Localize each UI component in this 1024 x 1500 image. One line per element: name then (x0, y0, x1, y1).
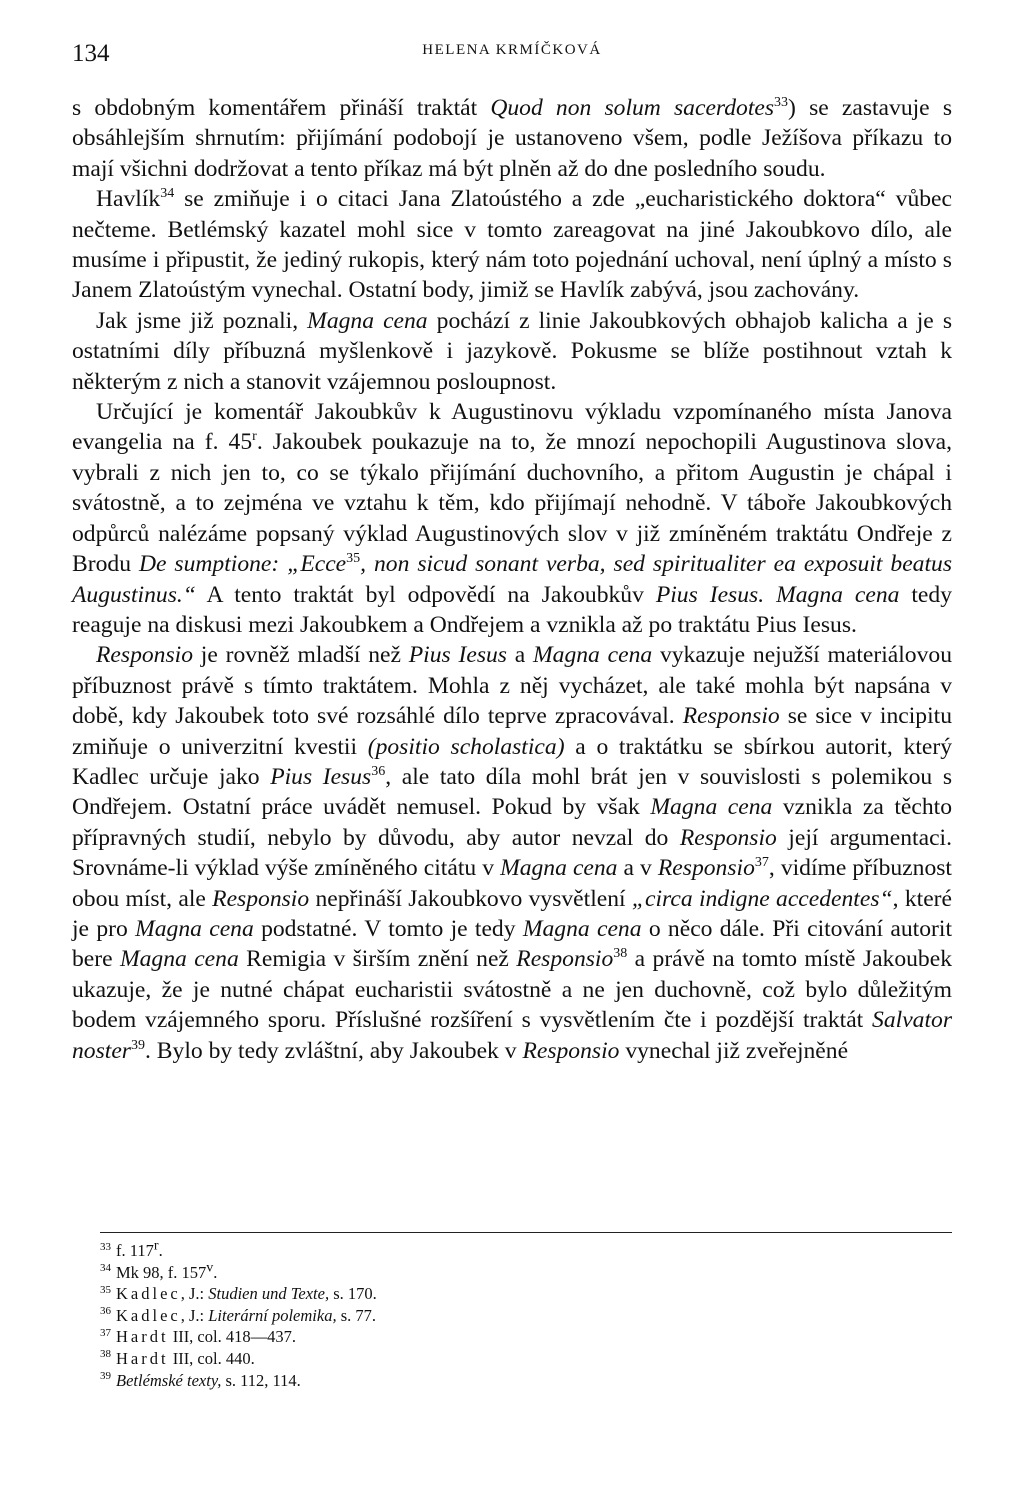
text-run: III, col. 418—437. (168, 1327, 296, 1347)
superscript-ref: r (153, 1238, 159, 1254)
text-run: Mk 98, f. 157 (116, 1262, 207, 1282)
page-header (72, 40, 952, 70)
footnote: 36 Kadlec, J.: Literární polemika, s. 77. (100, 1305, 376, 1325)
italic-text: Quod non solum sacerdotes (490, 95, 775, 121)
footnote-separator (100, 1232, 952, 1233)
text-run: A tento traktát byl odpovědí na Jakoubkův (195, 581, 656, 608)
footnote: 35 Kadlec, J.: Studien und Texte, s. 170. (100, 1283, 377, 1304)
text-run: , J.: (180, 1305, 209, 1325)
italic-text: Betlémské texty, (116, 1370, 222, 1390)
text-run: . Jakoubek poukazuje na to, že mnozí nepochopili Augustinova slova, vybrali z nich jen to, co se týkalo přijímání duchovního, a přitom Augustin je chápal i svátostně, a to zejména ve vztahu k těm, kdo přijímají nehodně. V táboře Jakoubkových odpůrců nalézáme popsaný výklad Augustinových slov v již zmíněném traktátu Ondřeje z Brodu (72, 429, 952, 578)
footnotes (100, 1240, 900, 1391)
paragraph (72, 184, 952, 306)
italic-text: „circa indigne accedentes“ (631, 885, 893, 912)
paragraph (72, 640, 952, 1066)
text-run (764, 582, 776, 608)
text-run: f. 117 (116, 1241, 154, 1260)
text-run: . Bylo by tedy zvláštní, aby Jakoubek v (144, 1037, 523, 1064)
text-run: s obdobným komentářem přináší traktát (72, 95, 491, 121)
italic-text: Salvator noster (72, 1007, 952, 1064)
italic-text: Responsio (212, 885, 310, 912)
footnote-text (116, 1284, 377, 1303)
text-run: vykazuje nejužší materiálovou příbuznost právě s tímto traktátem. Mohla z něj vycházet, ale také mohla být napsána v době, kdy Jakoubek toto své rozsáhlé dílo teprve zpracovával. (72, 642, 952, 730)
italic-text: Responsio (657, 855, 755, 882)
italic-text: , non sicud sonant verba, sed spiritualiter ea exposuit beatus Augustinus.“ (72, 551, 953, 608)
italic-text: Magna cena (522, 915, 642, 942)
text-run: , vidíme příbuznost obou míst, ale (72, 855, 952, 912)
footnote: 34 Mk 98, f. 157$^v$. (100, 1260, 218, 1282)
italic-text: Magna cena (307, 307, 428, 334)
text-run: a v (617, 855, 658, 882)
text-run: pochází z linie Jakoubkových obhajob kalicha a je s ostatními díly příbuzná myšlenkově i jazykově. Pokusme se blíže postihnout vztah k některým z nich a stanovit vzájemnou posloupnost. (72, 307, 952, 395)
italic-text: Pius Iesus (408, 642, 507, 669)
italic-text: Magna cena (533, 642, 653, 669)
footnote: 38 Hardt III, col. 440. (100, 1348, 255, 1368)
text-run: vznikla za těchto přípravných studií, nebylo by důvodu, aby autor nevzal do (72, 794, 953, 851)
text-run: a právě na tomto místě Jakoubek ukazuje, že je nutné chápat eucharistii svátostně a ne jen duchovně, což bylo důležitým bodem vzájemného sporu. Příslušné rozšíření s vysvětlením čte i pozdější traktát (72, 946, 952, 1034)
text-run: je rovněž mladší než (193, 642, 409, 669)
text-run: o něco dále. Při citování autorit bere (72, 915, 952, 973)
footnote-text (116, 1306, 376, 1325)
italic-text: Responsio (682, 703, 780, 730)
text-run: její argumentaci. Srovnáme-li výklad výše zmíněného citátu v (72, 824, 952, 882)
superscript-ref: 34 (160, 186, 175, 202)
italic-text: Pius Iesus. (655, 581, 765, 608)
author-name: Kadlec (116, 1284, 181, 1304)
author-name: Hardt (116, 1327, 169, 1347)
footnote: 37 Hardt III, col. 418—437. (100, 1326, 296, 1347)
superscript-ref: 37 (754, 855, 769, 871)
text-run: s. 77. (336, 1305, 376, 1325)
body-text (72, 93, 952, 1066)
superscript-ref: 36 (371, 764, 386, 780)
superscript-ref: 39 (130, 1037, 145, 1053)
author-name: Hardt (116, 1348, 169, 1368)
footnote-text (116, 1327, 296, 1346)
superscript-ref: 33 (774, 95, 789, 111)
paragraph (72, 306, 952, 397)
superscript-ref: r (252, 429, 257, 445)
text-run: s. 170. (329, 1284, 377, 1304)
italic-text: Magna cena (135, 915, 254, 942)
text-run: Určující je komentář Jakoubkův k Augustinovu výkladu vzpomínaného místa Janova evangelia na f. 45 (72, 399, 952, 456)
page-number: 134 (72, 40, 110, 67)
text-run: . (158, 1241, 163, 1260)
footnote: 33 f. 117$^r$. (100, 1238, 163, 1260)
text-run: nepřináší Jakoubkovo vysvětlení (309, 885, 632, 912)
text-run: , ale tato díla mohl brát jen v souvislosti s polemikou s Ondřejem. Ostatní práce uvádět nemusel. Pokud by však (72, 763, 953, 821)
italic-text: Responsio (96, 642, 193, 669)
text-run: , J.: (180, 1284, 209, 1304)
italic-text: De sumptione: „Ecce (138, 551, 347, 578)
superscript-ref: v (206, 1260, 214, 1276)
text-run: se zmiňuje i o citaci Jana Zlatoústého a zde „eucharistického doktora“ vůbec nečteme. Betlémský kazatel mohl sice v tomto zareagovat na jiné Jakoubkovo dílo, ale musíme i připustit, že jediný rukopis, který nám toto pojednání uchoval, není úplný a místo s Janem Zlatoústým vynechal. Ostatní body, jimiž se Havlík zabývá, jsou zachovány. (72, 186, 952, 304)
text-run: ) se zastavuje s obsáhlejším shrnutím: přijímání podobojí je ustanoveno všem, podle Ježíšova příkazu to mají všichni dodržovat a tento příkaz má být plněn až do dne posledního soudu. (72, 95, 952, 182)
text-run: , které je pro (72, 885, 953, 942)
text-run: a o traktátku se sbírkou autorit, který Kadlec určuje jako (72, 733, 953, 790)
italic-text: (positio scholastica) (367, 733, 565, 760)
italic-text: Pius Iesus (270, 763, 372, 790)
footnote-text (116, 1371, 301, 1390)
italic-text: Responsio (679, 824, 777, 851)
text-run: III, col. 440. (168, 1348, 255, 1368)
footnote: 39 Betlémské texty, s. 112, 114. (100, 1370, 301, 1390)
text-run: a (506, 642, 534, 669)
text-run: Jak jsme již poznali, (96, 307, 308, 334)
paragraph (72, 93, 952, 184)
footnote-text (116, 1349, 255, 1368)
superscript-ref: 38 (613, 946, 628, 962)
paragraph (72, 397, 952, 640)
italic-text: Studien und Texte, (208, 1284, 330, 1304)
italic-text: Magna cena (776, 581, 900, 608)
text-run: . (213, 1262, 218, 1282)
italic-text: Magna cena (500, 855, 618, 882)
italic-text: Responsio (522, 1037, 620, 1064)
footnote-text (116, 1260, 218, 1282)
footnote-text (116, 1238, 163, 1260)
superscript-ref: 35 (346, 551, 361, 567)
text-run: Remigia v širším znění než (238, 946, 517, 973)
text-run: s. 112, 114. (221, 1370, 301, 1390)
author-name: Kadlec (116, 1305, 181, 1325)
italic-text: Magna cena (119, 946, 239, 973)
text-run: se sice v incipitu zmiňuje o univerzitní kvestii (72, 703, 952, 760)
running-head: HELENA KRMÍČKOVÁ (422, 42, 602, 58)
text-run: podstatné. V tomto je tedy (253, 915, 523, 942)
italic-text: Magna cena (650, 794, 773, 821)
text-run: vynechal již zveřejněné (619, 1037, 849, 1064)
italic-text: Literární polemika, (208, 1305, 337, 1325)
italic-text: Responsio (516, 946, 614, 973)
text-run: tedy reaguje na diskusi mezi Jakoubkem a Ondřejem a vznikla až po traktátu Pius Iesus. (72, 581, 952, 638)
text-run: Havlík (96, 186, 161, 213)
